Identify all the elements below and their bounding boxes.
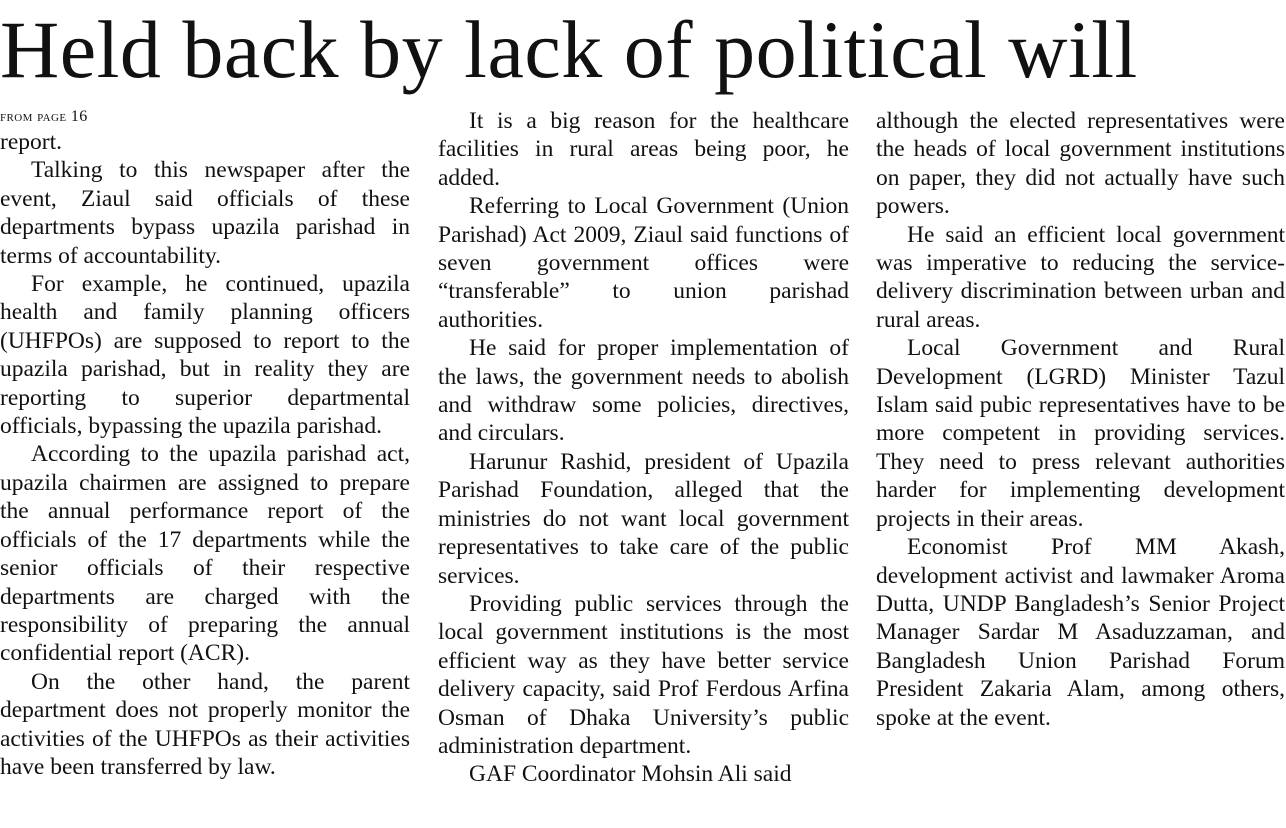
paragraph: On the other hand, the parent department does not properly monitor the activities of the UHFPOs as their activities have been transferred by law. xyxy=(0,668,410,780)
paragraph: report. xyxy=(0,129,62,155)
paragraph: although the elected representatives were the heads of local government institutions on paper, they did not actually have such powers. xyxy=(876,108,1285,220)
paragraph: It is a big reason for the healthcare facilities in rural areas being poor, he added. xyxy=(438,108,849,191)
paragraph: Local Government and Rural Development (LGRD) Minister Tazul Islam said pubic representatives have to be more competent in providing services. They need to press relevant authorities harder for implementing development projects in their areas. xyxy=(876,335,1285,532)
paragraph: GAF Coordinator Mohsin Ali said xyxy=(469,761,792,788)
paragraph: Referring to Local Government (Union Parishad) Act 2009, Ziaul said functions of seven government offices were “transferable” to union parishad authorities. xyxy=(438,193,849,333)
paragraph: Talking to this newspaper after the event, Ziaul said officials of these departments bypass upazila parishad in terms of accountability. xyxy=(0,157,410,269)
article-column-1 xyxy=(0,106,410,781)
article-column-3 xyxy=(876,107,1285,732)
jump-line: from page 16 xyxy=(0,108,88,125)
paragraph: Economist Prof MM Akash, development activist and lawmaker Aroma Dutta, UNDP Bangladesh’s Senior Project Manager Sardar M Asaduzzaman, and Bangladesh Union Parishad Forum President Zakaria Alam, among others, spoke at the event. xyxy=(876,534,1285,731)
paragraph: For example, he continued, upazila health and family planning officers (UHFPOs) are supposed to report to the upazila parishad, but in reality they are reporting to superior departmental officials, bypassing the upazila parishad. xyxy=(0,271,410,440)
paragraph: He said for proper implementation of the laws, the government needs to abolish and withdraw some policies, directives, and circulars. xyxy=(438,335,849,447)
paragraph: He said an efficient local government was imperative to reducing the service-delivery discrimination between urban and rural areas. xyxy=(876,221,1285,333)
article-column-2 xyxy=(438,107,849,789)
paragraph: According to the upazila parishad act, upazila chairmen are assigned to prepare the annual performance report of the officials of the 17 departments while the senior officials of their respective departments are charged with the responsibility of preparing the annual confidential report (ACR). xyxy=(0,441,410,667)
headline: Held back by lack of political will xyxy=(0,4,1138,95)
paragraph: Providing public services through the local government institutions is the most efficient way as they have better service delivery capacity, said Prof Ferdous Arfina Osman of Dhaka University’s public administration department. xyxy=(438,590,849,759)
paragraph: Harunur Rashid, president of Upazila Parishad Foundation, alleged that the ministries do not want local government representatives to take care of the public services. xyxy=(438,448,849,589)
